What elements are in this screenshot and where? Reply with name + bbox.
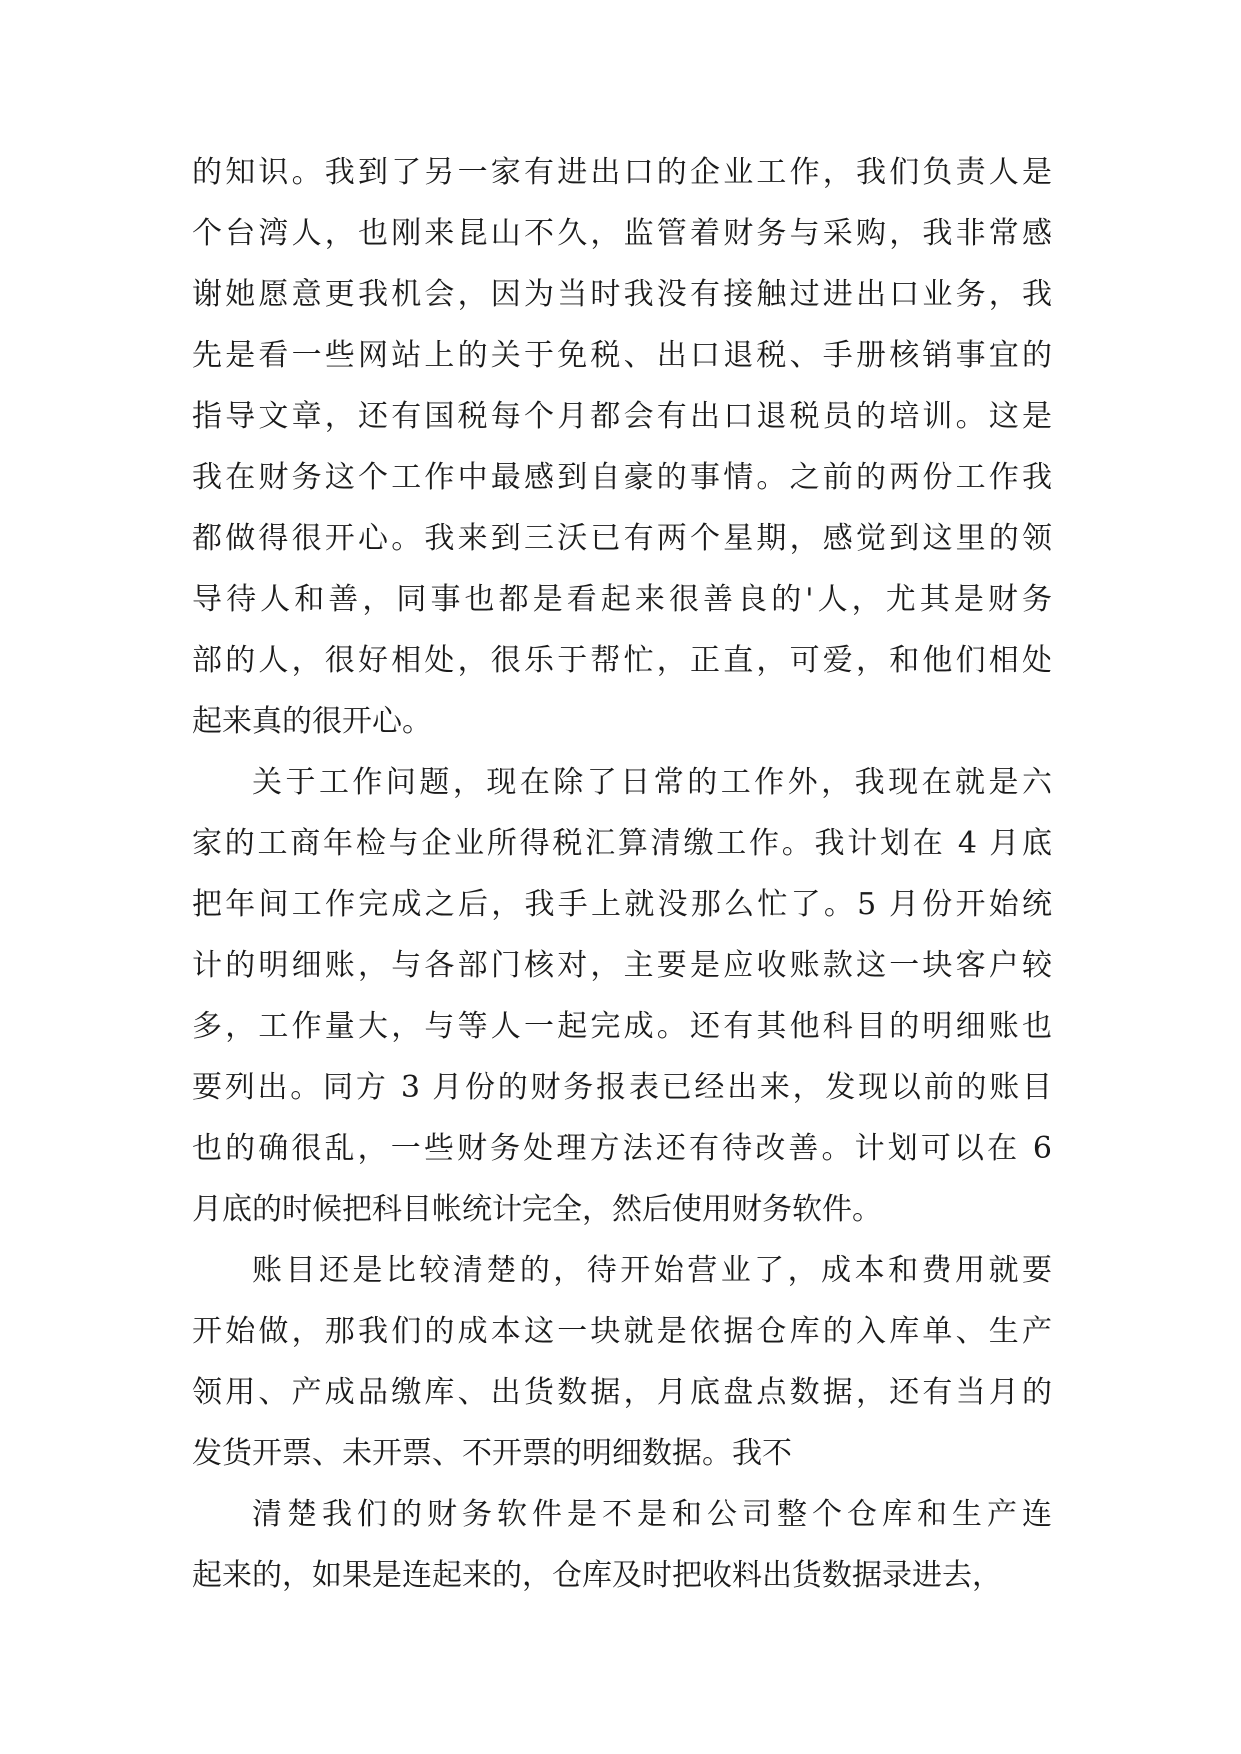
paragraph-1-line-7: 都做得很开心。我来到三沃已有两个星期，感觉到这里的领 bbox=[192, 521, 1052, 556]
paragraph-2-line-1: 关于工作问题，现在除了日常的工作外，我现在就是六 bbox=[252, 765, 1052, 800]
paragraph-3-line-3: 领用、产成品缴库、出货数据，月底盘点数据，还有当月的 bbox=[192, 1375, 1052, 1410]
paragraph-3-line-1: 账目还是比较清楚的，待开始营业了，成本和费用就要 bbox=[252, 1253, 1052, 1288]
paragraph-2-line-4: 计的明细账，与各部门核对，主要是应收账款这一块客户较 bbox=[192, 948, 1052, 983]
paragraph-2-line-7: 也的确很乱，一些财务处理方法还有待改善。计划可以在 6 bbox=[192, 1131, 1052, 1166]
paragraph-4-line-2: 起来的，如果是连起来的，仓库及时把收料出货数据录进去， bbox=[192, 1558, 1002, 1593]
paragraph-1-line-1: 的知识。我到了另一家有进出口的企业工作，我们负责人是 bbox=[192, 155, 1052, 190]
paragraph-2-line-6: 要列出。同方 3 月份的财务报表已经出来，发现以前的账目 bbox=[192, 1070, 1052, 1105]
paragraph-1-line-3: 谢她愿意更我机会，因为当时我没有接触过进出口业务，我 bbox=[192, 277, 1052, 312]
paragraph-1-line-5: 指导文章，还有国税每个月都会有出口退税员的培训。这是 bbox=[192, 399, 1052, 434]
paragraph-2-line-8: 月底的时候把科目帐统计完全，然后使用财务软件。 bbox=[192, 1192, 882, 1227]
paragraph-3-line-4: 发货开票、未开票、不开票的明细数据。我不 bbox=[192, 1436, 792, 1471]
paragraph-1-line-4: 先是看一些网站上的关于免税、出口退税、手册核销事宜的 bbox=[192, 338, 1052, 373]
paragraph-1-line-6: 我在财务这个工作中最感到自豪的事情。之前的两份工作我 bbox=[192, 460, 1052, 495]
paragraph-2-line-2: 家的工商年检与企业所得税汇算清缴工作。我计划在 4 月底 bbox=[192, 826, 1052, 861]
paragraph-1-line-10: 起来真的很开心。 bbox=[192, 704, 432, 739]
paragraph-2-line-3: 把年间工作完成之后，我手上就没那么忙了。5 月份开始统 bbox=[192, 887, 1052, 922]
paragraph-3-line-2: 开始做，那我们的成本这一块就是依据仓库的入库单、生产 bbox=[192, 1314, 1052, 1349]
document-body bbox=[192, 153, 1052, 1617]
paragraph-4-line-1: 清楚我们的财务软件是不是和公司整个仓库和生产连 bbox=[252, 1497, 1052, 1532]
paragraph-1-line-2: 个台湾人，也刚来昆山不久，监管着财务与采购，我非常感 bbox=[192, 216, 1052, 251]
paragraph-1-line-9: 部的人，很好相处，很乐于帮忙，正直，可爱，和他们相处 bbox=[192, 643, 1052, 678]
paragraph-2-line-5: 多，工作量大，与等人一起完成。还有其他科目的明细账也 bbox=[192, 1009, 1052, 1044]
paragraph-1-line-8: 导待人和善，同事也都是看起来很善良的'人，尤其是财务 bbox=[192, 582, 1052, 617]
